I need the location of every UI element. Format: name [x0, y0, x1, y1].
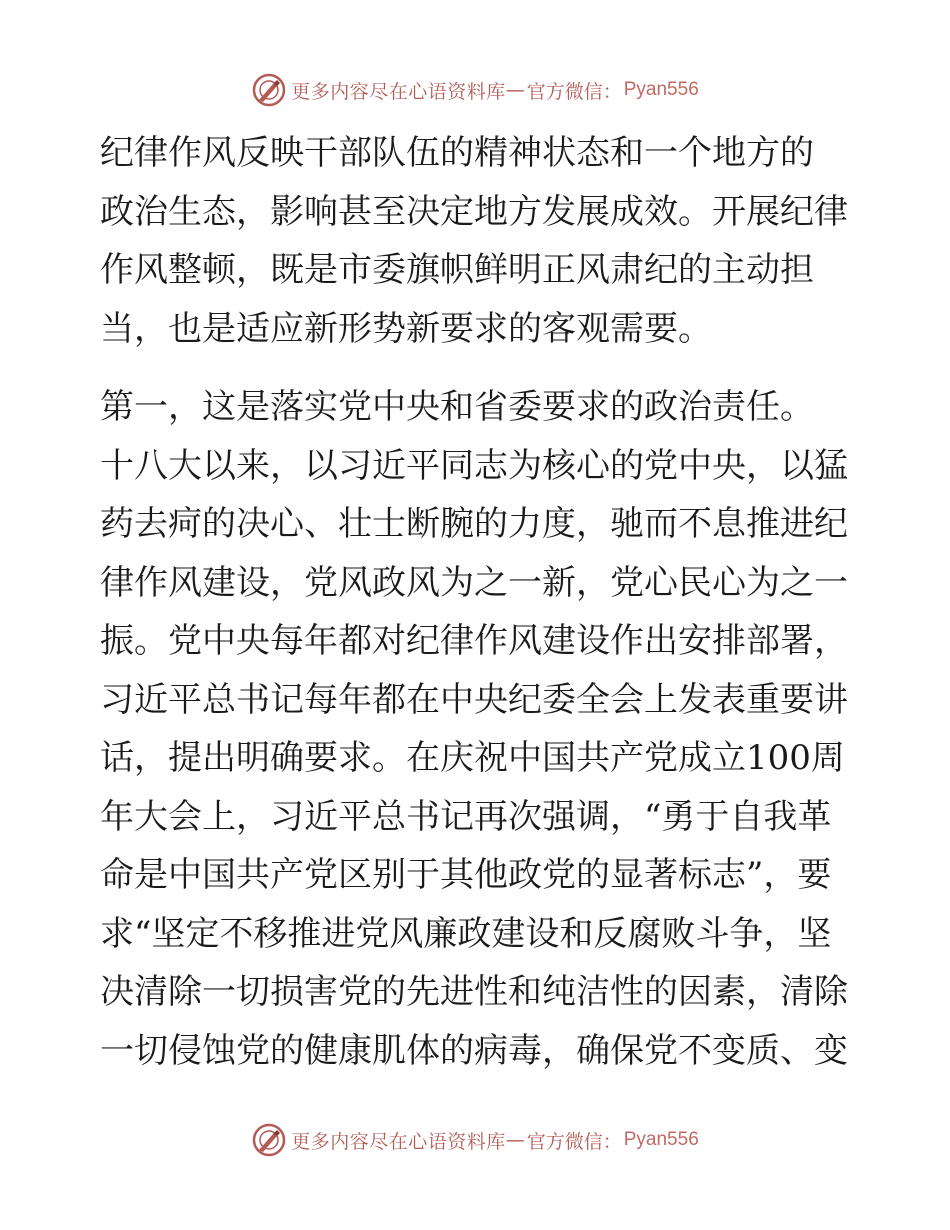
text-line: 求“坚定不移推进党风廉政建设和反腐败斗争，坚: [100, 913, 832, 954]
paragraph-2: [100, 378, 860, 1080]
text-line: 当，也是适应新形势新要求的客观需要。: [100, 308, 712, 349]
pen-logo-icon: [251, 1122, 287, 1158]
footer-text: 更多内容尽在心语资料库: [291, 1130, 506, 1153]
text-line: 决清除一切损害党的先进性和纯洁性的因素，清除: [100, 972, 848, 1012]
text-line: 命是中国共产党区别于其他政党的显著标志”，要: [100, 855, 832, 895]
footer-banner: [0, 1120, 950, 1160]
header-text: 更多内容尽在心语资料库: [291, 80, 506, 103]
text-line: 年大会上，习近平总书记再次强调，“勇于自我革: [100, 796, 832, 837]
text-line: 纪律作风反映干部队伍的精神状态和一个地方的: [100, 133, 814, 173]
paragraph-1: [100, 124, 860, 358]
pen-logo-icon: [251, 72, 287, 108]
footer-wechat-label: 官方微信：: [526, 1130, 622, 1153]
footer-wechat-id: Pyan556: [623, 1129, 699, 1150]
document-body: [100, 124, 860, 1080]
text-line: 话，提出明确要求。在庆祝中国共产党成立100周: [100, 738, 845, 778]
header-wechat-id: Pyan556: [623, 79, 699, 100]
text-line: 一切侵蚀党的健康肌体的病毒，确保党不变质、变: [100, 1030, 848, 1071]
text-line: 振。党中央每年都对纪律作风建设作出安排部署，: [100, 621, 848, 661]
footer-dash: —: [505, 1129, 525, 1151]
text-line: 作风整顿，既是市委旗帜鲜明正风肃纪的主动担: [100, 250, 814, 290]
text-line: 习近平总书记每年都在中央纪委全会上发表重要讲: [100, 679, 848, 720]
header-dash: —: [505, 79, 525, 101]
text-line: 药去疴的决心、壮士断腕的力度，驰而不息推进纪: [100, 504, 848, 544]
text-line: 政治生态，影响甚至决定地方发展成效。开展纪律: [100, 191, 848, 232]
paragraph-gap: [100, 358, 860, 378]
text-line: 律作风建设，党风政风为之一新，党心民心为之一: [100, 562, 848, 603]
header-wechat-label: 官方微信：: [526, 80, 622, 103]
header-banner: [0, 70, 950, 110]
text-line: 第一，这是落实党中央和省委要求的政治责任。: [100, 387, 814, 427]
text-line: 十八大以来，以习近平同志为核心的党中央，以猛: [100, 445, 848, 486]
